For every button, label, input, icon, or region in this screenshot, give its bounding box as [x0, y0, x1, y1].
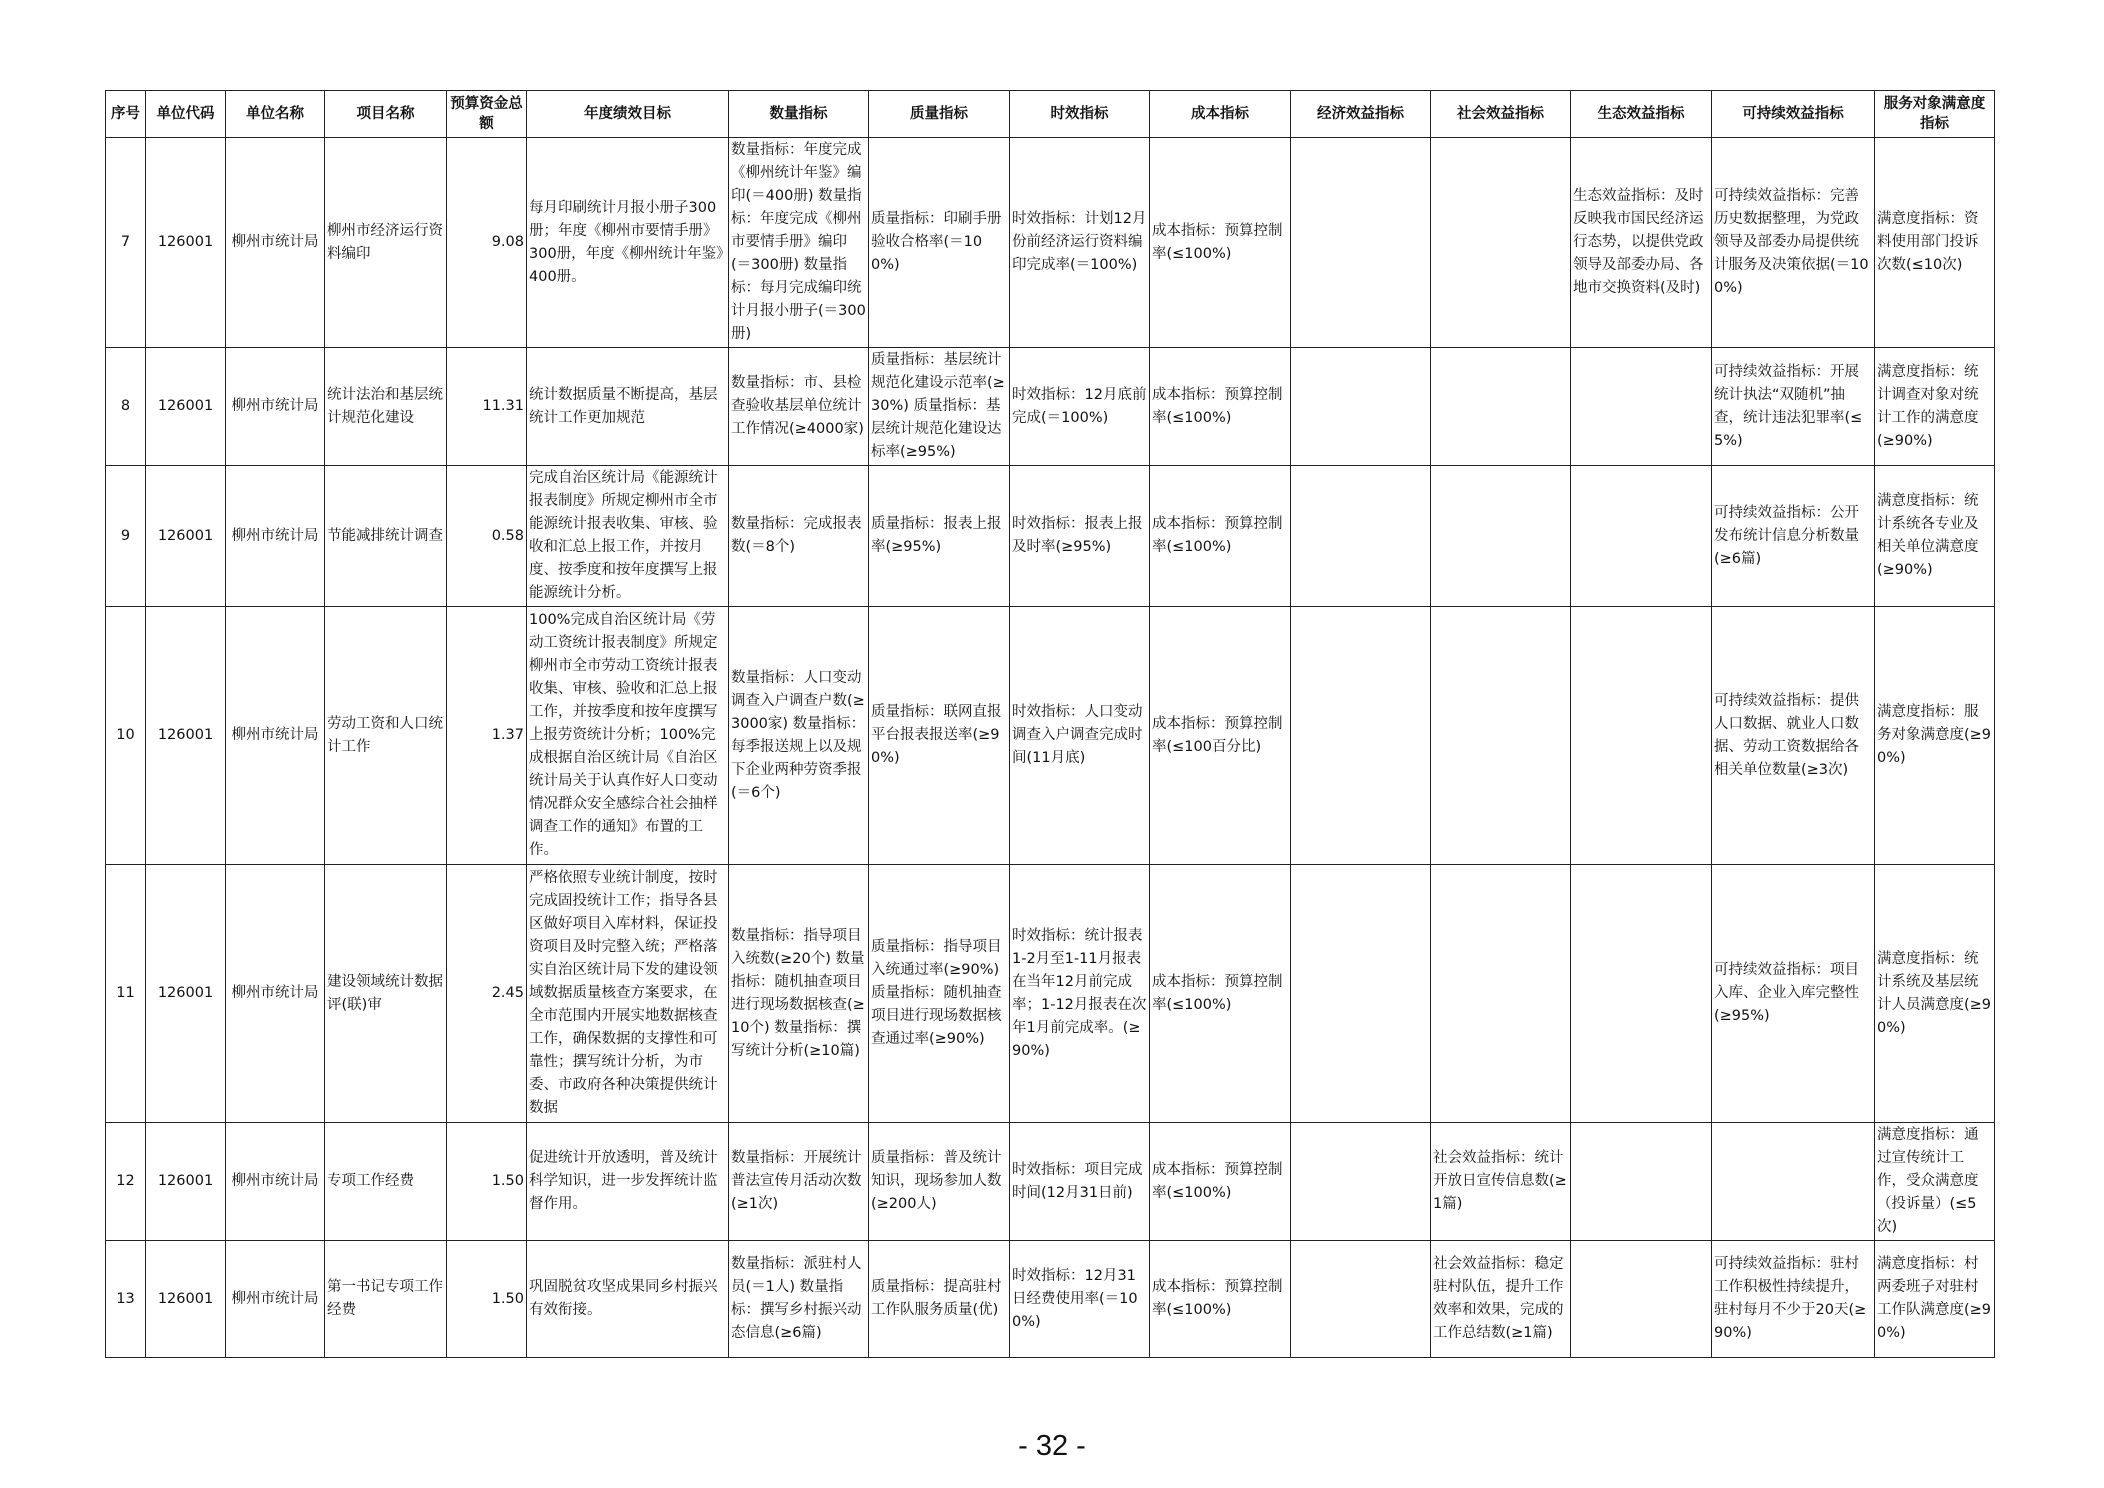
cell-satisfaction: 满意度指标：服务对象满意度(≥90%): [1875, 607, 1995, 865]
cell-unit-code: 126001: [146, 138, 226, 348]
cell-unit-name: 柳州市统计局: [226, 1241, 325, 1358]
cell-unit-code: 126001: [146, 1241, 226, 1358]
cell-satisfaction: 满意度指标：统计调查对象对统计工作的满意度(≥90%): [1875, 348, 1995, 466]
cell-social: 社会效益指标：稳定驻村队伍，提升工作效率和效果，完成的工作总结数(≥1篇): [1431, 1241, 1571, 1358]
cell-annual-goal: 统计数据质量不断提高，基层统计工作更加规范: [527, 348, 729, 466]
cell-budget: 1.50: [447, 1123, 527, 1241]
table-row: [106, 138, 1995, 348]
cell-unit-name: 柳州市统计局: [226, 138, 325, 348]
cell-seq: 7: [106, 138, 146, 348]
cell-satisfaction: 满意度指标：资料使用部门投诉次数(≤10次): [1875, 138, 1995, 348]
cell-cost: 成本指标：预算控制率(≤100%): [1150, 138, 1291, 348]
cell-project-name: 建设领域统计数据评(联)审: [325, 865, 447, 1123]
cell-quantity: 数量指标：完成报表数(＝8个): [729, 466, 869, 607]
cell-cost: 成本指标：预算控制率(≤100%): [1150, 466, 1291, 607]
cell-quantity: 数量指标：开展统计普法宣传月活动次数(≥1次): [729, 1123, 869, 1241]
cell-annual-goal: 促进统计开放透明，普及统计科学知识，进一步发挥统计监督作用。: [527, 1123, 729, 1241]
header-cell-project-name: 项目名称: [325, 91, 447, 138]
header-cell-timeliness: 时效指标: [1010, 91, 1150, 138]
cell-social: [1431, 607, 1571, 865]
cell-annual-goal: 每月印刷统计月报小册子300册；年度《柳州市要情手册》300册，年度《柳州统计年鉴》400册。: [527, 138, 729, 348]
cell-cost: 成本指标：预算控制率(≤100百分比): [1150, 607, 1291, 865]
cell-economic: [1291, 466, 1431, 607]
cell-unit-code: 126001: [146, 466, 226, 607]
cell-timeliness: 时效指标：项目完成时间(12月31日前): [1010, 1123, 1150, 1241]
cell-timeliness: 时效指标：12月31日经费使用率(＝100%): [1010, 1241, 1150, 1358]
cell-unit-code: 126001: [146, 1123, 226, 1241]
cell-quality: 质量指标：提高驻村工作队服务质量(优): [869, 1241, 1010, 1358]
cell-annual-goal: 100%完成自治区统计局《劳动工资统计报表制度》所规定柳州市全市劳动工资统计报表收集、审核、验收和汇总上报工作，并按季度和按年度撰写上报劳资统计分析；100%完成根据自治区统计局《自治区统计局关于认真作好人口变动情况群众安全感综合社会抽样调查工作的通知》布置的工作。: [527, 607, 729, 865]
header-cell-quality: 质量指标: [869, 91, 1010, 138]
cell-budget: 0.58: [447, 466, 527, 607]
header-cell-sustainable: 可持续效益指标: [1712, 91, 1875, 138]
cell-quantity: 数量指标：市、县检查验收基层单位统计工作情况(≥4000家): [729, 348, 869, 466]
cell-unit-name: 柳州市统计局: [226, 466, 325, 607]
cell-project-name: 统计法治和基层统计规范化建设: [325, 348, 447, 466]
cell-annual-goal: 严格依照专业统计制度，按时完成固投统计工作；指导各县区做好项目入库材料，保证投资项目及时完整入统；严格落实自治区统计局下发的建设领域数据质量核查方案要求，在全市范围内开展实地数据核查工作，确保数据的支撑性和可靠性；撰写统计分析，为市委、市政府各种决策提供统计数据: [527, 865, 729, 1123]
cell-economic: [1291, 138, 1431, 348]
cell-annual-goal: 巩固脱贫攻坚成果同乡村振兴有效衔接。: [527, 1241, 729, 1358]
cell-economic: [1291, 865, 1431, 1123]
cell-social: [1431, 348, 1571, 466]
table-row: [106, 466, 1995, 607]
cell-quality: 质量指标：普及统计知识，现场参加人数(≥200人): [869, 1123, 1010, 1241]
cell-budget: 2.45: [447, 865, 527, 1123]
cell-budget: 1.50: [447, 1241, 527, 1358]
cell-seq: 13: [106, 1241, 146, 1358]
cell-unit-name: 柳州市统计局: [226, 607, 325, 865]
cell-quality: 质量指标：基层统计规范化建设示范率(≥30%) 质量指标：基层统计规范化建设达标率(≥95%): [869, 348, 1010, 466]
cell-ecological: [1571, 1123, 1712, 1241]
cell-unit-name: 柳州市统计局: [226, 1123, 325, 1241]
header-cell-social: 社会效益指标: [1431, 91, 1571, 138]
table-row: [106, 1123, 1995, 1241]
cell-budget: 1.37: [447, 607, 527, 865]
cell-economic: [1291, 607, 1431, 865]
cell-ecological: [1571, 466, 1712, 607]
cell-quantity: 数量指标：派驻村人员(＝1人) 数量指标：撰写乡村振兴动态信息(≥6篇): [729, 1241, 869, 1358]
cell-unit-name: 柳州市统计局: [226, 348, 325, 466]
cell-economic: [1291, 348, 1431, 466]
table-row: [106, 865, 1995, 1123]
cell-budget: 9.08: [447, 138, 527, 348]
cell-economic: [1291, 1123, 1431, 1241]
table-row: [106, 1241, 1995, 1358]
performance-table: [105, 90, 1995, 1358]
cell-ecological: [1571, 607, 1712, 865]
cell-quality: 质量指标：印刷手册验收合格率(＝100%): [869, 138, 1010, 348]
cell-project-name: 柳州市经济运行资料编印: [325, 138, 447, 348]
cell-cost: 成本指标：预算控制率(≤100%): [1150, 865, 1291, 1123]
header-cell-annual-goal: 年度绩效目标: [527, 91, 729, 138]
cell-timeliness: 时效指标：人口变动调查入户调查完成时间(11月底): [1010, 607, 1150, 865]
header-cell-seq: 序号: [106, 91, 146, 138]
header-cell-unit-code: 单位代码: [146, 91, 226, 138]
cell-social: [1431, 865, 1571, 1123]
table-row: [106, 607, 1995, 865]
cell-quality: 质量指标：指导项目入统通过率(≥90%) 质量指标：随机抽查项目进行现场数据核查通过率(≥90%): [869, 865, 1010, 1123]
cell-sustainable: 可持续效益指标：完善历史数据整理，为党政领导及部委办局提供统计服务及决策依据(＝100%): [1712, 138, 1875, 348]
header-cell-cost: 成本指标: [1150, 91, 1291, 138]
cell-cost: 成本指标：预算控制率(≤100%): [1150, 348, 1291, 466]
cell-project-name: 专项工作经费: [325, 1123, 447, 1241]
cell-social: [1431, 138, 1571, 348]
table-row: [106, 348, 1995, 466]
cell-project-name: 第一书记专项工作经费: [325, 1241, 447, 1358]
cell-satisfaction: 满意度指标：村两委班子对驻村工作队满意度(≥90%): [1875, 1241, 1995, 1358]
cell-unit-code: 126001: [146, 607, 226, 865]
cell-sustainable: 可持续效益指标：项目入库、企业入库完整性(≥95%): [1712, 865, 1875, 1123]
cell-seq: 10: [106, 607, 146, 865]
cell-annual-goal: 完成自治区统计局《能源统计报表制度》所规定柳州市全市能源统计报表收集、审核、验收和汇总上报工作，并按月度、按季度和按年度撰写上报能源统计分析。: [527, 466, 729, 607]
cell-quality: 质量指标：报表上报率(≥95%): [869, 466, 1010, 607]
cell-satisfaction: 满意度指标：通过宣传统计工作，受众满意度（投诉量）(≤5次): [1875, 1123, 1995, 1241]
cell-ecological: [1571, 348, 1712, 466]
cell-satisfaction: 满意度指标：统计系统及基层统计人员满意度(≥90%): [1875, 865, 1995, 1123]
header-cell-budget: 预算资金总额: [447, 91, 527, 138]
cell-satisfaction: 满意度指标：统计系统各专业及相关单位满意度(≥90%): [1875, 466, 1995, 607]
header-row: [106, 91, 1995, 138]
cell-social: 社会效益指标：统计开放日宣传信息数(≥1篇): [1431, 1123, 1571, 1241]
cell-sustainable: 可持续效益指标：驻村工作积极性持续提升，驻村每月不少于20天(≥90%): [1712, 1241, 1875, 1358]
cell-seq: 12: [106, 1123, 146, 1241]
cell-budget: 11.31: [447, 348, 527, 466]
cell-sustainable: 可持续效益指标：开展统计执法“双随机”抽查，统计违法犯罪率(≤5%): [1712, 348, 1875, 466]
cell-quality: 质量指标：联网直报平台报表报送率(≥90%): [869, 607, 1010, 865]
cell-timeliness: 时效指标：12月底前完成(＝100%): [1010, 348, 1150, 466]
cell-seq: 9: [106, 466, 146, 607]
cell-quantity: 数量指标：年度完成《柳州统计年鉴》编印(＝400册) 数量指标：年度完成《柳州市要情手册》编印(＝300册) 数量指标：每月完成编印统计月报小册子(＝300册): [729, 138, 869, 348]
header-cell-quantity: 数量指标: [729, 91, 869, 138]
cell-sustainable: [1712, 1123, 1875, 1241]
cell-timeliness: 时效指标：计划12月份前经济运行资料编印完成率(＝100%): [1010, 138, 1150, 348]
header-cell-satisfaction: 服务对象满意度指标: [1875, 91, 1995, 138]
cell-unit-code: 126001: [146, 865, 226, 1123]
cell-sustainable: 可持续效益指标：提供人口数据、就业人口数据、劳动工资数据给各相关单位数量(≥3次): [1712, 607, 1875, 865]
cell-ecological: [1571, 1241, 1712, 1358]
cell-cost: 成本指标：预算控制率(≤100%): [1150, 1123, 1291, 1241]
cell-seq: 11: [106, 865, 146, 1123]
header-cell-unit-name: 单位名称: [226, 91, 325, 138]
cell-ecological: 生态效益指标：及时反映我市国民经济运行态势，以提供党政领导及部委办局、各地市交换资料(及时): [1571, 138, 1712, 348]
cell-quantity: 数量指标：指导项目入统数(≥20个) 数量指标：随机抽查项目进行现场数据核查(≥10个) 数量指标：撰写统计分析(≥10篇): [729, 865, 869, 1123]
cell-timeliness: 时效指标：报表上报及时率(≥95%): [1010, 466, 1150, 607]
cell-economic: [1291, 1241, 1431, 1358]
cell-unit-code: 126001: [146, 348, 226, 466]
cell-seq: 8: [106, 348, 146, 466]
header-cell-economic: 经济效益指标: [1291, 91, 1431, 138]
cell-quantity: 数量指标：人口变动调查入户调查户数(≥3000家) 数量指标：每季报送规上以及规下企业两种劳资季报(＝6个): [729, 607, 869, 865]
cell-unit-name: 柳州市统计局: [226, 865, 325, 1123]
cell-timeliness: 时效指标：统计报表1-2月至1-11月报表在当年12月前完成率；1-12月报表在次年1月前完成率。(≥90%): [1010, 865, 1150, 1123]
cell-ecological: [1571, 865, 1712, 1123]
cell-project-name: 劳动工资和人口统计工作: [325, 607, 447, 865]
page-number: - 32 -: [1018, 1430, 1086, 1462]
cell-project-name: 节能减排统计调查: [325, 466, 447, 607]
cell-cost: 成本指标：预算控制率(≤100%): [1150, 1241, 1291, 1358]
cell-social: [1431, 466, 1571, 607]
header-cell-ecological: 生态效益指标: [1571, 91, 1712, 138]
cell-sustainable: 可持续效益指标：公开发布统计信息分析数量(≥6篇): [1712, 466, 1875, 607]
